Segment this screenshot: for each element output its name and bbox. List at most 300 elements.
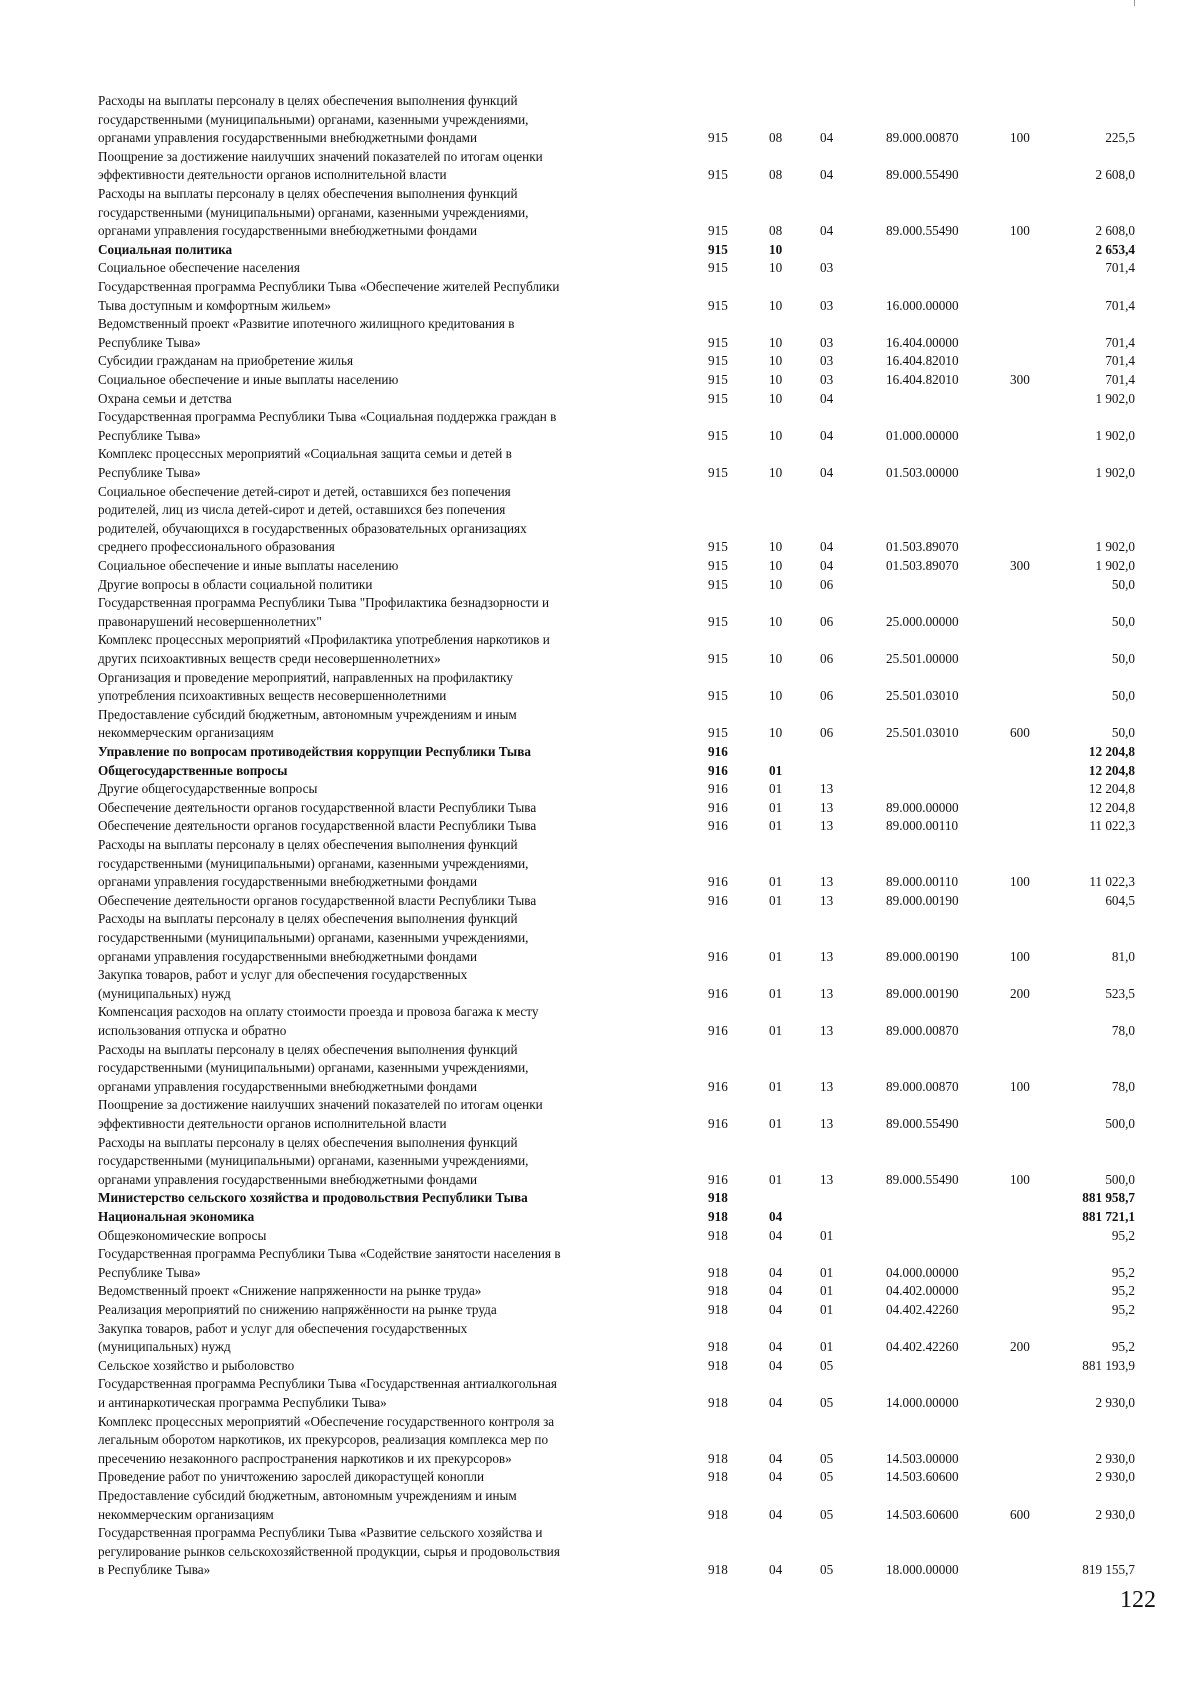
cell-adm: 916 xyxy=(708,762,728,778)
cell-pr: 13 xyxy=(820,1022,834,1038)
table-row xyxy=(0,817,1200,836)
description-line: Ведомственный проект «Развитие ипотечного жилищного кредитования в xyxy=(98,316,515,332)
table-row xyxy=(0,706,1200,743)
table-row xyxy=(0,1357,1200,1376)
cell-rz: 04 xyxy=(769,1227,783,1243)
table-row xyxy=(0,185,1200,241)
cell-rz: 04 xyxy=(769,1339,783,1355)
row-description xyxy=(98,315,678,352)
row-description xyxy=(98,92,678,148)
cell-adm: 915 xyxy=(708,353,728,369)
cell-csr: 89.000.00190 xyxy=(886,985,959,1001)
row-description xyxy=(98,1487,678,1524)
description-line: Общегосударственные вопросы xyxy=(98,762,288,778)
cell-adm: 918 xyxy=(708,1506,728,1522)
cell-sum: 225,5 xyxy=(1105,130,1135,146)
table-row xyxy=(0,1487,1200,1524)
description-line: среднего профессионального образования xyxy=(98,539,335,555)
cell-csr: 89.000.00000 xyxy=(886,799,959,815)
description-line: и антинаркотическая программа Республики Тыва» xyxy=(98,1394,387,1410)
cell-csr: 16.404.82010 xyxy=(886,372,959,387)
cell-sum: 12 204,8 xyxy=(1088,799,1135,815)
description-line: использования отпуска и обратно xyxy=(98,1022,287,1038)
description-line: Субсидии гражданам на приобретение жилья xyxy=(98,353,354,369)
table-row xyxy=(0,631,1200,668)
cell-rz: 01 xyxy=(769,1022,783,1038)
table-row xyxy=(0,910,1200,966)
description-line: родителей, лиц из числа детей-сирот и детей, оставшихся без попечения xyxy=(98,502,506,518)
cell-sum: 2 608,0 xyxy=(1095,223,1135,239)
cell-pr: 13 xyxy=(820,892,834,908)
description-line: Тыва доступным и комфортным жильем» xyxy=(98,297,331,313)
cell-adm: 915 xyxy=(708,297,728,313)
description-line: Другие общегосударственные вопросы xyxy=(98,781,318,797)
cell-sum: 701,4 xyxy=(1105,334,1135,350)
cell-rz: 01 xyxy=(769,781,783,797)
table-row xyxy=(0,1245,1200,1282)
cell-vr: 600 xyxy=(1010,1506,1030,1522)
cell-sum: 523,5 xyxy=(1105,985,1135,1001)
cell-pr: 04 xyxy=(820,390,834,406)
row-description xyxy=(98,706,678,743)
row-description xyxy=(98,278,678,315)
description-line: Ведомственный проект «Снижение напряженности на рынке труда» xyxy=(98,1283,482,1299)
row-description xyxy=(98,1003,678,1040)
row-description xyxy=(98,185,678,241)
description-line: Республике Тыва» xyxy=(98,1264,201,1280)
cell-sum: 50,0 xyxy=(1111,613,1135,629)
row-description xyxy=(98,1320,678,1357)
cell-pr: 04 xyxy=(820,427,834,443)
row-description xyxy=(98,892,678,911)
cell-sum: 1 902,0 xyxy=(1095,539,1135,555)
description-line: Закупка товаров, работ и услуг для обеспечения государственных xyxy=(98,1320,468,1336)
description-line: Социальное обеспечение и иные выплаты населению xyxy=(98,558,399,573)
cell-adm: 915 xyxy=(708,688,728,704)
cell-adm: 916 xyxy=(708,948,728,964)
cell-rz: 10 xyxy=(769,260,783,276)
cell-sum: 81,0 xyxy=(1111,948,1135,964)
description-line: регулирование рынков сельскохозяйственной продукции, сырья и продовольствия xyxy=(98,1543,560,1559)
cell-vr: 200 xyxy=(1010,985,1030,1001)
description-line: Обеспечение деятельности органов государственной власти Республики Тыва xyxy=(98,818,537,834)
cell-sum: 1 902,0 xyxy=(1095,427,1135,443)
cell-pr: 13 xyxy=(820,985,834,1001)
cell-pr: 06 xyxy=(820,688,834,704)
cell-pr: 01 xyxy=(820,1302,834,1317)
cell-pr: 03 xyxy=(820,297,834,313)
cell-rz: 01 xyxy=(769,799,783,815)
cell-pr: 04 xyxy=(820,167,834,183)
description-line: правонарушений несовершеннолетних" xyxy=(98,613,322,629)
cell-csr: 25.501.03010 xyxy=(886,688,959,704)
cell-vr: 100 xyxy=(1010,223,1030,239)
row-description xyxy=(98,1524,678,1580)
description-line: Государственная программа Республики Тыва «Государственная антиалкогольная xyxy=(98,1376,557,1392)
cell-adm: 915 xyxy=(708,650,728,666)
cell-adm: 915 xyxy=(708,558,728,573)
cell-sum: 12 204,8 xyxy=(1088,744,1135,759)
cell-sum: 11 022,3 xyxy=(1089,874,1135,890)
cell-vr: 100 xyxy=(1010,874,1030,890)
cell-rz: 01 xyxy=(769,948,783,964)
cell-rz: 04 xyxy=(769,1283,783,1299)
description-line: государственными (муниципальными) органами, казенными учреждениями, xyxy=(98,929,529,945)
cell-csr: 14.000.00000 xyxy=(886,1394,959,1410)
cell-adm: 918 xyxy=(708,1469,728,1485)
table-row xyxy=(0,1413,1200,1469)
cell-rz: 10 xyxy=(769,372,783,387)
cell-csr: 14.503.60600 xyxy=(886,1506,959,1522)
description-line: Социальное обеспечение детей-сирот и детей, оставшихся без попечения xyxy=(98,483,511,499)
row-description xyxy=(98,780,678,799)
row-description xyxy=(98,669,678,706)
description-line: Республике Тыва» xyxy=(98,464,201,480)
cell-sum: 12 204,8 xyxy=(1088,762,1135,778)
cell-rz: 01 xyxy=(769,892,783,908)
description-line: Сельское хозяйство и рыболовство xyxy=(98,1357,295,1373)
description-line: органами управления государственными внебюджетными фондами xyxy=(98,1078,478,1094)
table-row xyxy=(0,1003,1200,1040)
row-description xyxy=(98,1134,678,1190)
cell-vr: 100 xyxy=(1010,948,1030,964)
row-description xyxy=(98,1357,678,1376)
table-row xyxy=(0,315,1200,352)
cell-csr: 89.000.55490 xyxy=(886,1171,959,1187)
row-description xyxy=(98,594,678,631)
table-row xyxy=(0,594,1200,631)
table-row xyxy=(0,780,1200,799)
cell-rz: 01 xyxy=(769,1171,783,1187)
cell-rz: 10 xyxy=(769,558,783,573)
cell-pr: 04 xyxy=(820,558,834,573)
description-line: Расходы на выплаты персоналу в целях обеспечения выполнения функций xyxy=(98,1041,518,1057)
cell-adm: 915 xyxy=(708,539,728,555)
description-line: эффективности деятельности органов исполнительной власти xyxy=(98,1115,447,1131)
cell-adm: 915 xyxy=(708,260,728,276)
cell-sum: 881 958,7 xyxy=(1082,1190,1135,1206)
cell-sum: 1 902,0 xyxy=(1095,558,1135,573)
description-line: государственными (муниципальными) органами, казенными учреждениями, xyxy=(98,855,529,871)
description-line: Социальное обеспечение населения xyxy=(98,260,300,276)
table-row xyxy=(0,1041,1200,1097)
table-row xyxy=(0,576,1200,595)
cell-csr: 89.000.00110 xyxy=(886,818,959,834)
cell-csr: 25.000.00000 xyxy=(886,613,959,629)
row-description xyxy=(98,1245,678,1282)
description-line: Компенсация расходов на оплату стоимости проезда и провоза багажа к месту xyxy=(98,1004,539,1020)
table-row xyxy=(0,966,1200,1003)
cell-pr: 13 xyxy=(820,818,834,834)
cell-pr: 13 xyxy=(820,1078,834,1094)
table-row xyxy=(0,799,1200,818)
cell-pr: 13 xyxy=(820,948,834,964)
table-row xyxy=(0,762,1200,781)
cell-rz: 08 xyxy=(769,223,783,239)
cell-pr: 05 xyxy=(820,1469,834,1485)
description-line: Расходы на выплаты персоналу в целях обеспечения выполнения функций xyxy=(98,186,518,201)
row-description xyxy=(98,408,678,445)
cell-vr: 100 xyxy=(1010,130,1030,146)
cell-adm: 918 xyxy=(708,1357,728,1373)
description-line: (муниципальных) нужд xyxy=(98,1339,231,1355)
row-description xyxy=(98,1468,678,1487)
cell-pr: 13 xyxy=(820,799,834,815)
cell-sum: 2 930,0 xyxy=(1095,1469,1135,1485)
table-row xyxy=(0,148,1200,185)
cell-sum: 604,5 xyxy=(1105,892,1135,908)
page-number: 122 xyxy=(1120,1587,1156,1613)
table-row xyxy=(0,1189,1200,1208)
cell-pr: 13 xyxy=(820,874,834,890)
row-description xyxy=(98,148,678,185)
description-line: Реализация мероприятий по снижению напряжённости на рынке труда xyxy=(98,1302,497,1317)
description-line: органами управления государственными внебюджетными фондами xyxy=(98,223,478,239)
description-line: Закупка товаров, работ и услуг для обеспечения государственных xyxy=(98,967,468,983)
cell-adm: 915 xyxy=(708,372,728,387)
cell-csr: 16.404.82010 xyxy=(886,353,959,369)
description-line: Государственная программа Республики Тыва "Профилактика безнадзорности и xyxy=(98,595,550,611)
cell-adm: 915 xyxy=(708,427,728,443)
description-line: Организация и проведение мероприятий, направленных на профилактику xyxy=(98,669,513,685)
cell-pr: 06 xyxy=(820,576,834,592)
description-line: Государственная программа Республики Тыва «Обеспечение жителей Республики xyxy=(98,279,560,294)
row-description xyxy=(98,966,678,1003)
cell-csr: 89.000.00190 xyxy=(886,892,959,908)
row-description xyxy=(98,1375,678,1412)
row-description xyxy=(98,1041,678,1097)
description-line: Государственная программа Республики Тыва «Содействие занятости населения в xyxy=(98,1246,561,1262)
cell-rz: 10 xyxy=(769,464,783,480)
cell-pr: 06 xyxy=(820,725,834,741)
table-row xyxy=(0,390,1200,409)
row-description xyxy=(98,799,678,818)
cell-pr: 01 xyxy=(820,1339,834,1355)
cell-pr: 01 xyxy=(820,1264,834,1280)
cell-csr: 18.000.00000 xyxy=(886,1562,959,1578)
table-row xyxy=(0,743,1200,762)
description-line: Проведение работ по уничтожению зарослей дикорастущей конопли xyxy=(98,1469,485,1485)
cell-rz: 10 xyxy=(769,576,783,592)
table-row xyxy=(0,1208,1200,1227)
cell-sum: 1 902,0 xyxy=(1095,390,1135,406)
cell-adm: 915 xyxy=(708,613,728,629)
description-line: государственными (муниципальными) органами, казенными учреждениями, xyxy=(98,1153,529,1169)
description-line: Другие вопросы в области социальной политики xyxy=(98,576,373,592)
cell-rz: 08 xyxy=(769,130,783,146)
cell-csr: 14.503.00000 xyxy=(886,1450,959,1466)
cell-adm: 915 xyxy=(708,464,728,480)
description-line: употребления психоактивных веществ несовершеннолетними xyxy=(98,688,447,704)
cell-csr: 16.404.00000 xyxy=(886,334,959,350)
description-line: Комплекс процессных мероприятий «Профилактика употребления наркотиков и xyxy=(98,632,550,648)
description-line: (муниципальных) нужд xyxy=(98,985,231,1001)
row-description xyxy=(98,557,678,576)
cell-csr: 14.503.60600 xyxy=(886,1469,959,1485)
row-description xyxy=(98,1189,678,1208)
cell-pr: 05 xyxy=(820,1357,834,1373)
row-description xyxy=(98,259,678,278)
cell-adm: 916 xyxy=(708,1171,728,1187)
cell-pr: 06 xyxy=(820,650,834,666)
cell-sum: 95,2 xyxy=(1111,1339,1135,1355)
row-description xyxy=(98,910,678,966)
cell-rz: 10 xyxy=(769,427,783,443)
row-description xyxy=(98,762,678,781)
cell-pr: 03 xyxy=(820,260,834,276)
cell-adm: 915 xyxy=(708,334,728,350)
cell-rz: 10 xyxy=(769,334,783,350)
cell-rz: 10 xyxy=(769,539,783,555)
description-line: Социальное обеспечение и иные выплаты населению xyxy=(98,372,399,387)
cell-pr: 05 xyxy=(820,1450,834,1466)
table-row xyxy=(0,408,1200,445)
cell-rz: 01 xyxy=(769,762,783,778)
cell-rz: 10 xyxy=(769,725,783,741)
description-line: Национальная экономика xyxy=(98,1209,255,1224)
table-row xyxy=(0,836,1200,892)
table-row xyxy=(0,445,1200,482)
cell-adm: 915 xyxy=(708,725,728,741)
cell-rz: 10 xyxy=(769,613,783,629)
cell-adm: 916 xyxy=(708,892,728,908)
cell-adm: 916 xyxy=(708,799,728,815)
cell-pr: 05 xyxy=(820,1506,834,1522)
cell-pr: 06 xyxy=(820,613,834,629)
description-line: Расходы на выплаты персоналу в целях обеспечения выполнения функций xyxy=(98,1134,518,1150)
cell-pr: 03 xyxy=(820,353,834,369)
table-row xyxy=(0,1227,1200,1246)
cell-sum: 2 608,0 xyxy=(1095,167,1135,183)
cell-sum: 2 653,4 xyxy=(1095,241,1135,257)
cell-pr: 01 xyxy=(820,1227,834,1243)
cell-csr: 01.503.89070 xyxy=(886,539,959,555)
cell-vr: 200 xyxy=(1010,1339,1030,1355)
description-line: Государственная программа Республики Тыва «Социальная поддержка граждан в xyxy=(98,409,557,425)
table-row xyxy=(0,557,1200,576)
description-line: Социальная политика xyxy=(98,241,233,257)
description-line: Государственная программа Республики Тыва «Развитие сельского хозяйства и xyxy=(98,1525,543,1541)
table-row xyxy=(0,483,1200,557)
row-description xyxy=(98,1208,678,1227)
cell-csr: 89.000.55490 xyxy=(886,167,959,183)
cell-pr: 04 xyxy=(820,223,834,239)
row-description xyxy=(98,241,678,260)
cell-sum: 50,0 xyxy=(1111,725,1135,741)
description-line: некоммерческим организациям xyxy=(98,1506,274,1522)
cell-sum: 500,0 xyxy=(1105,1115,1135,1131)
cell-vr: 100 xyxy=(1010,1171,1030,1187)
cell-adm: 915 xyxy=(708,167,728,183)
cell-csr: 01.000.00000 xyxy=(886,427,959,443)
cell-rz: 01 xyxy=(769,1115,783,1131)
table-row xyxy=(0,1320,1200,1357)
cell-pr: 05 xyxy=(820,1562,834,1578)
row-description xyxy=(98,1301,678,1320)
cell-rz: 04 xyxy=(769,1469,783,1485)
cell-sum: 2 930,0 xyxy=(1095,1506,1135,1522)
cell-csr: 04.402.42260 xyxy=(886,1302,959,1317)
table-row xyxy=(0,1468,1200,1487)
cell-rz: 01 xyxy=(769,874,783,890)
cell-rz: 10 xyxy=(769,688,783,704)
cell-sum: 95,2 xyxy=(1111,1283,1135,1299)
description-line: государственными (муниципальными) органами, казенными учреждениями, xyxy=(98,204,529,220)
cell-rz: 04 xyxy=(769,1357,783,1373)
description-line: Обеспечение деятельности органов государственной власти Республики Тыва xyxy=(98,892,537,908)
cell-adm: 915 xyxy=(708,241,728,257)
table-row xyxy=(0,1282,1200,1301)
row-description xyxy=(98,1413,678,1469)
cell-adm: 918 xyxy=(708,1227,728,1243)
description-line: органами управления государственными внебюджетными фондами xyxy=(98,948,478,964)
table-row xyxy=(0,371,1200,390)
table-row xyxy=(0,92,1200,148)
description-line: Расходы на выплаты персоналу в целях обеспечения выполнения функций xyxy=(98,93,518,108)
row-description xyxy=(98,1282,678,1301)
cell-csr: 01.503.89070 xyxy=(886,558,959,573)
cell-adm: 915 xyxy=(708,223,728,239)
cell-pr: 13 xyxy=(820,781,834,797)
cell-rz: 04 xyxy=(769,1209,783,1224)
row-description xyxy=(98,836,678,892)
row-description xyxy=(98,743,678,762)
cell-sum: 11 022,3 xyxy=(1089,818,1135,834)
cell-csr: 04.000.00000 xyxy=(886,1264,959,1280)
cell-rz: 10 xyxy=(769,650,783,666)
cell-csr: 89.000.00190 xyxy=(886,948,959,964)
cell-adm: 918 xyxy=(708,1394,728,1410)
cell-pr: 13 xyxy=(820,1115,834,1131)
cell-sum: 2 930,0 xyxy=(1095,1450,1135,1466)
cell-rz: 01 xyxy=(769,985,783,1001)
table-row xyxy=(0,892,1200,911)
cell-sum: 881 721,1 xyxy=(1082,1209,1135,1224)
cell-sum: 78,0 xyxy=(1111,1022,1135,1038)
cell-adm: 918 xyxy=(708,1209,728,1224)
cell-adm: 916 xyxy=(708,1115,728,1131)
cell-adm: 915 xyxy=(708,130,728,146)
cell-csr: 89.000.00870 xyxy=(886,1022,959,1038)
cell-rz: 08 xyxy=(769,167,783,183)
cell-adm: 918 xyxy=(708,1339,728,1355)
cell-rz: 10 xyxy=(769,353,783,369)
cell-csr: 89.000.00870 xyxy=(886,130,959,146)
cell-rz: 04 xyxy=(769,1506,783,1522)
cell-adm: 916 xyxy=(708,818,728,834)
cell-csr: 04.402.00000 xyxy=(886,1283,959,1299)
table-row xyxy=(0,1134,1200,1190)
cell-rz: 04 xyxy=(769,1302,783,1317)
cell-sum: 701,4 xyxy=(1105,353,1135,369)
cell-adm: 918 xyxy=(708,1450,728,1466)
row-description xyxy=(98,631,678,668)
description-line: органами управления государственными внебюджетными фондами xyxy=(98,1171,478,1187)
description-line: государственными (муниципальными) органами, казенными учреждениями, xyxy=(98,111,529,127)
cell-rz: 10 xyxy=(769,390,783,406)
cell-csr: 01.503.00000 xyxy=(886,464,959,480)
table-row xyxy=(0,352,1200,371)
row-description xyxy=(98,445,678,482)
cell-pr: 05 xyxy=(820,1394,834,1410)
cell-adm: 915 xyxy=(708,576,728,592)
cell-sum: 2 930,0 xyxy=(1095,1394,1135,1410)
cell-csr: 89.000.55490 xyxy=(886,1115,959,1131)
description-line: Управление по вопросам противодействия коррупции Республики Тыва xyxy=(98,744,531,759)
cell-pr: 01 xyxy=(820,1283,834,1299)
row-description xyxy=(98,371,678,390)
cell-csr: 16.000.00000 xyxy=(886,297,959,313)
